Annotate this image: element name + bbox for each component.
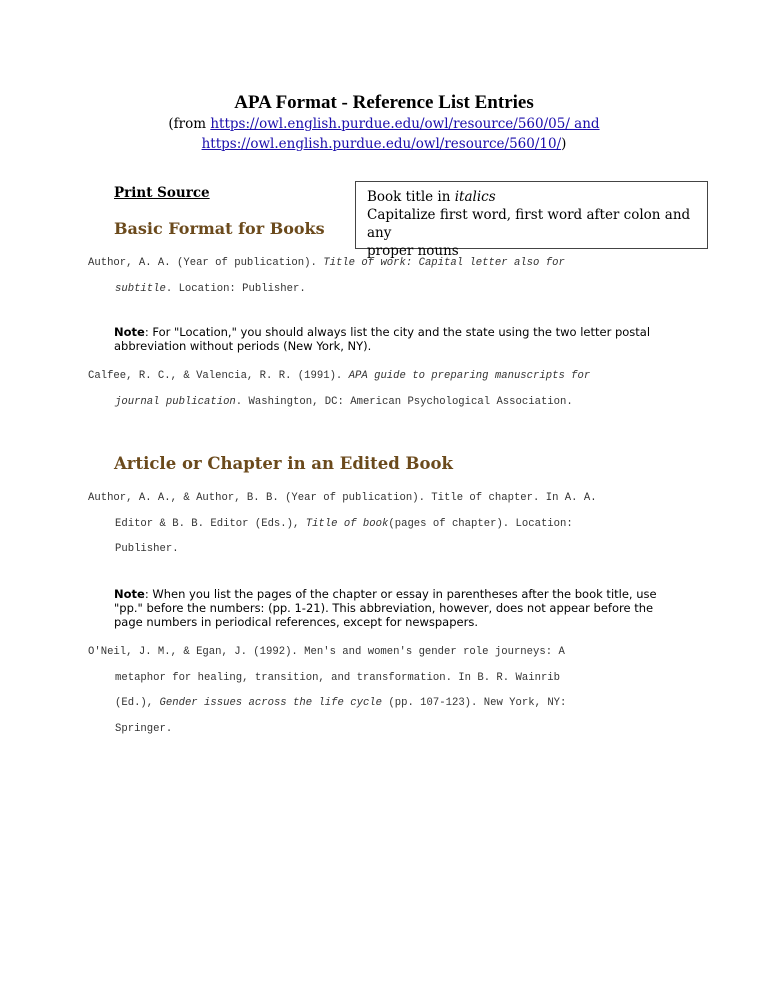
note-text: : When you list the pages of the chapter or essay in parentheses after the book title, use "pp." before the numbers: (pp. 1-21). This abbreviation, however, does not appear before the page numbers in periodical references, except for newspapers.	[114, 587, 657, 629]
ref-text: (Ed.),	[115, 697, 160, 709]
ref-text: (pp. 107-123). New York, NY:	[382, 697, 567, 709]
pages-note	[114, 587, 674, 629]
ref-italic: Title of book	[305, 517, 389, 530]
chapter-heading: Article or Chapter in an Edited Book	[114, 454, 453, 473]
callout-line-1-italic: italics	[454, 189, 496, 205]
ref-line	[88, 512, 708, 538]
ref-italic: Gender issues across the life cycle	[159, 697, 383, 709]
callout-line-1-text: Book title in	[367, 189, 455, 205]
callout-line-3: proper nouns	[367, 243, 459, 259]
ref-text: Calfee, R. C., & Valencia, R. R. (1991).	[88, 370, 349, 382]
note-label: Note	[114, 587, 145, 601]
chapter-example-reference	[88, 640, 708, 742]
source-line-2	[0, 134, 768, 154]
ref-italic: subtitle	[115, 282, 166, 295]
source-link-2[interactable]: https://owl.english.purdue.edu/owl/resource/560/10/	[201, 136, 562, 152]
ref-line	[88, 364, 708, 390]
source-prefix: (from	[168, 116, 211, 132]
ref-text: . Location: Publisher.	[165, 282, 306, 295]
page-title: APA Format - Reference List Entries	[234, 92, 534, 113]
ref-line: Publisher.	[115, 543, 179, 555]
ref-line	[88, 251, 708, 277]
ref-line: metaphor for healing, transition, and transformation. In B. R. Wainrib	[115, 671, 561, 684]
ref-text: Author, A. A. (Year of publication).	[88, 257, 324, 269]
source-line-1	[0, 114, 768, 134]
books-heading: Basic Format for Books	[114, 219, 325, 238]
book-example-reference	[88, 364, 708, 415]
ref-italic: journal publication	[115, 395, 236, 408]
callout-box	[355, 181, 708, 259]
ref-text: . Washington, DC: American Psychological Association.	[235, 395, 573, 408]
ref-line: Author, A. A., & Author, B. B. (Year of publication). Title of chapter. In A. A.	[88, 492, 597, 504]
callout-line-2: Capitalize first word, first word after colon and any	[367, 207, 691, 241]
location-note	[114, 325, 674, 353]
note-label: Note	[114, 325, 145, 339]
chapter-format-reference	[88, 486, 708, 563]
note-text: : For "Location," you should always list the city and the state using the two letter postal abbreviation without periods (New York, NY).	[114, 325, 651, 353]
source-citation	[0, 114, 768, 154]
ref-line	[88, 691, 708, 717]
callout-line-1	[367, 188, 707, 206]
ref-italic: Title of work: Capital letter also for	[323, 257, 565, 269]
source-link-1[interactable]: https://owl.english.purdue.edu/owl/resource/560/05/ and	[210, 116, 600, 132]
ref-line	[88, 390, 708, 416]
print-source-label: Print Source	[114, 185, 210, 201]
book-format-reference	[88, 251, 708, 302]
ref-line: O'Neil, J. M., & Egan, J. (1992). Men's and women's gender role journeys: A	[88, 646, 565, 658]
ref-italic: APA guide to preparing manuscripts for	[348, 370, 591, 382]
ref-line: Springer.	[115, 722, 173, 735]
ref-text: (pages of chapter). Location:	[388, 517, 573, 530]
source-suffix: )	[561, 136, 567, 152]
ref-line	[88, 277, 708, 303]
ref-text: Editor & B. B. Editor (Eds.),	[115, 517, 306, 530]
